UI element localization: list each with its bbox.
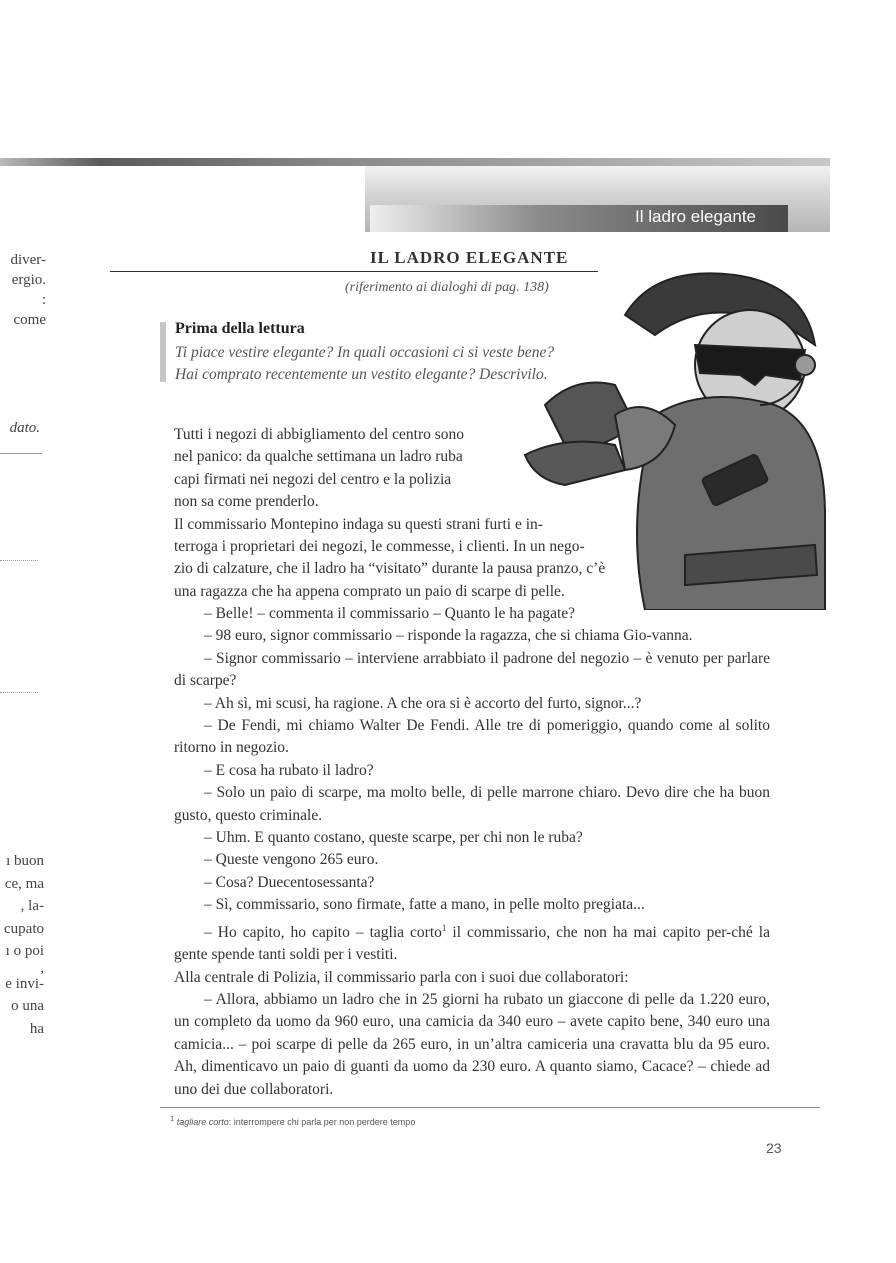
dialogue-line: – Ah sì, mi scusi, ha ragione. A che ora si è accorto del furto, signor...? [204, 694, 642, 712]
text-line: nel panico: da qualche settimana un ladro ruba [174, 448, 463, 466]
footnote [170, 1114, 415, 1127]
section-label: Il ladro elegante [635, 207, 756, 226]
title-rule [110, 271, 598, 272]
left-fragment-line: , la- [20, 898, 44, 914]
footnote-number: 1 [170, 1114, 175, 1123]
text-line: Tutti i negozi di abbigliamento del centro sono [174, 426, 465, 443]
left-fragment-line: diver- [10, 252, 46, 268]
top-rule [0, 158, 830, 166]
text-line: non sa come prenderlo. [174, 493, 319, 511]
dialogue-line: – Allora, abbiamo un ladro che in 25 giorni ha rubato un giaccone di pelle da 1.220 euro, un completo da uomo da 960 euro, una camicia da 340 euro – avete capito bene, 340 euro una camicia... – poi scarpe di pelle da 265 euro, in un’altra camiceria una cravatta blu da 95 euro. Ah, dimenticavo un paio di guanti da uomo da 230 euro. A quanto siamo, Cacace? – chiede ad uno dei due collaboratori. [174, 991, 770, 1098]
text-line: Il commissario Montepino indaga su questi strani furti e in- [174, 515, 543, 533]
corto-text-rest: il commissario, che non ha mai capito per-ché la gente spende tanti soldi per i vestiti. [174, 923, 770, 964]
left-fragment-line: ha [29, 1020, 44, 1037]
article-title: IL LADRO ELEGANTE [370, 248, 569, 267]
left-fragment-line: ı o poi [5, 943, 44, 959]
section-label-bar [370, 205, 788, 232]
dialogue-line [174, 917, 770, 967]
dialogue-line: – De Fendi, mi chiamo Walter De Fendi. Alle tre di pomeriggio, quando come al solito ritorno in negozio. [174, 717, 770, 757]
footnote-ref: 1 [441, 922, 447, 933]
dialogue-reference: (riferimento ai dialoghi di pag. 138) [345, 280, 549, 295]
pre-reading-marker [160, 322, 166, 382]
dialogue-line: – Solo un paio di scarpe, ma molto belle, di pelle marrone chiaro. Devo dire che ha buon gusto, questo criminale. [174, 784, 770, 824]
dialogue-line: – E cosa ha rubato il ladro? [204, 761, 374, 779]
left-fragment-line: ergio. [11, 272, 46, 288]
pre-reading-question: Hai comprato recentemente un vestito elegante? Descrivilo. [175, 366, 548, 383]
pre-reading-question: Ti piace vestire elegante? In quali occasioni ci si veste bene? [175, 344, 555, 361]
left-fragment-line: , [40, 959, 44, 976]
corto-text: – Ho capito, ho capito – taglia corto [204, 923, 442, 941]
dialogue-line: – Uhm. E quanto costano, queste scarpe, per chi non le ruba? [204, 829, 583, 847]
left-page-fragment-dato: dato. [9, 420, 40, 436]
dialogue-line: – Signor commissario – interviene arrabbiato il padrone del negozio – è venuto per parlare di scarpe? [174, 649, 770, 690]
dialogue-line: – Sì, commissario, sono firmate, fatte a mano, in pelle molto pregiata... [204, 896, 645, 914]
footnote-definition: : interrompere chi parla per non perdere tempo [228, 1117, 416, 1127]
footnote-term: tagliare corto [176, 1117, 229, 1127]
left-dotted-rule [0, 692, 38, 694]
left-fragment-line: e invi- [5, 975, 44, 992]
pre-reading-heading: Prima della lettura [175, 320, 305, 337]
page-number: 23 [766, 1140, 782, 1156]
dialogue-line: – Queste vengono 265 euro. [204, 851, 379, 869]
text-line: capi firmati nei negozi del centro e la polizia [174, 470, 452, 488]
article-dialogue [174, 603, 770, 1101]
dialogue-line: – Belle! – commenta il commissario – Quanto le ha pagate? [204, 605, 576, 622]
left-fragment-line: : come [13, 292, 46, 328]
left-rule [0, 453, 42, 454]
dialogue-line: – 98 euro, signor commissario – risponde la ragazza, che si chiama Gio-vanna. [204, 627, 693, 645]
dialogue-line: – Cosa? Duecentosessanta? [204, 873, 375, 891]
footnote-rule [160, 1107, 820, 1108]
left-fragment-line: ce, ma [4, 875, 44, 892]
left-page-fragment-bottom [0, 850, 44, 1040]
left-page-fragment-top [6, 250, 46, 330]
text-line: una ragazza che ha appena comprato un paio di scarpe di pelle. [174, 582, 565, 600]
text-line: terroga i proprietari dei negozi, le commesse, i clienti. In un nego- [174, 538, 585, 556]
article-intro [174, 424, 770, 603]
left-fragment-line: ı buon [6, 853, 44, 869]
left-fragment-line: cupato [4, 920, 44, 937]
left-dotted-rule [0, 560, 38, 562]
narration-line: Alla centrale di Polizia, il commissario parla con i suoi due collaboratori: [174, 968, 629, 986]
text-line: zio di calzature, che il ladro ha “visitato” durante la pausa pranzo, c’è [174, 560, 606, 578]
left-fragment-line: o una [11, 998, 44, 1014]
